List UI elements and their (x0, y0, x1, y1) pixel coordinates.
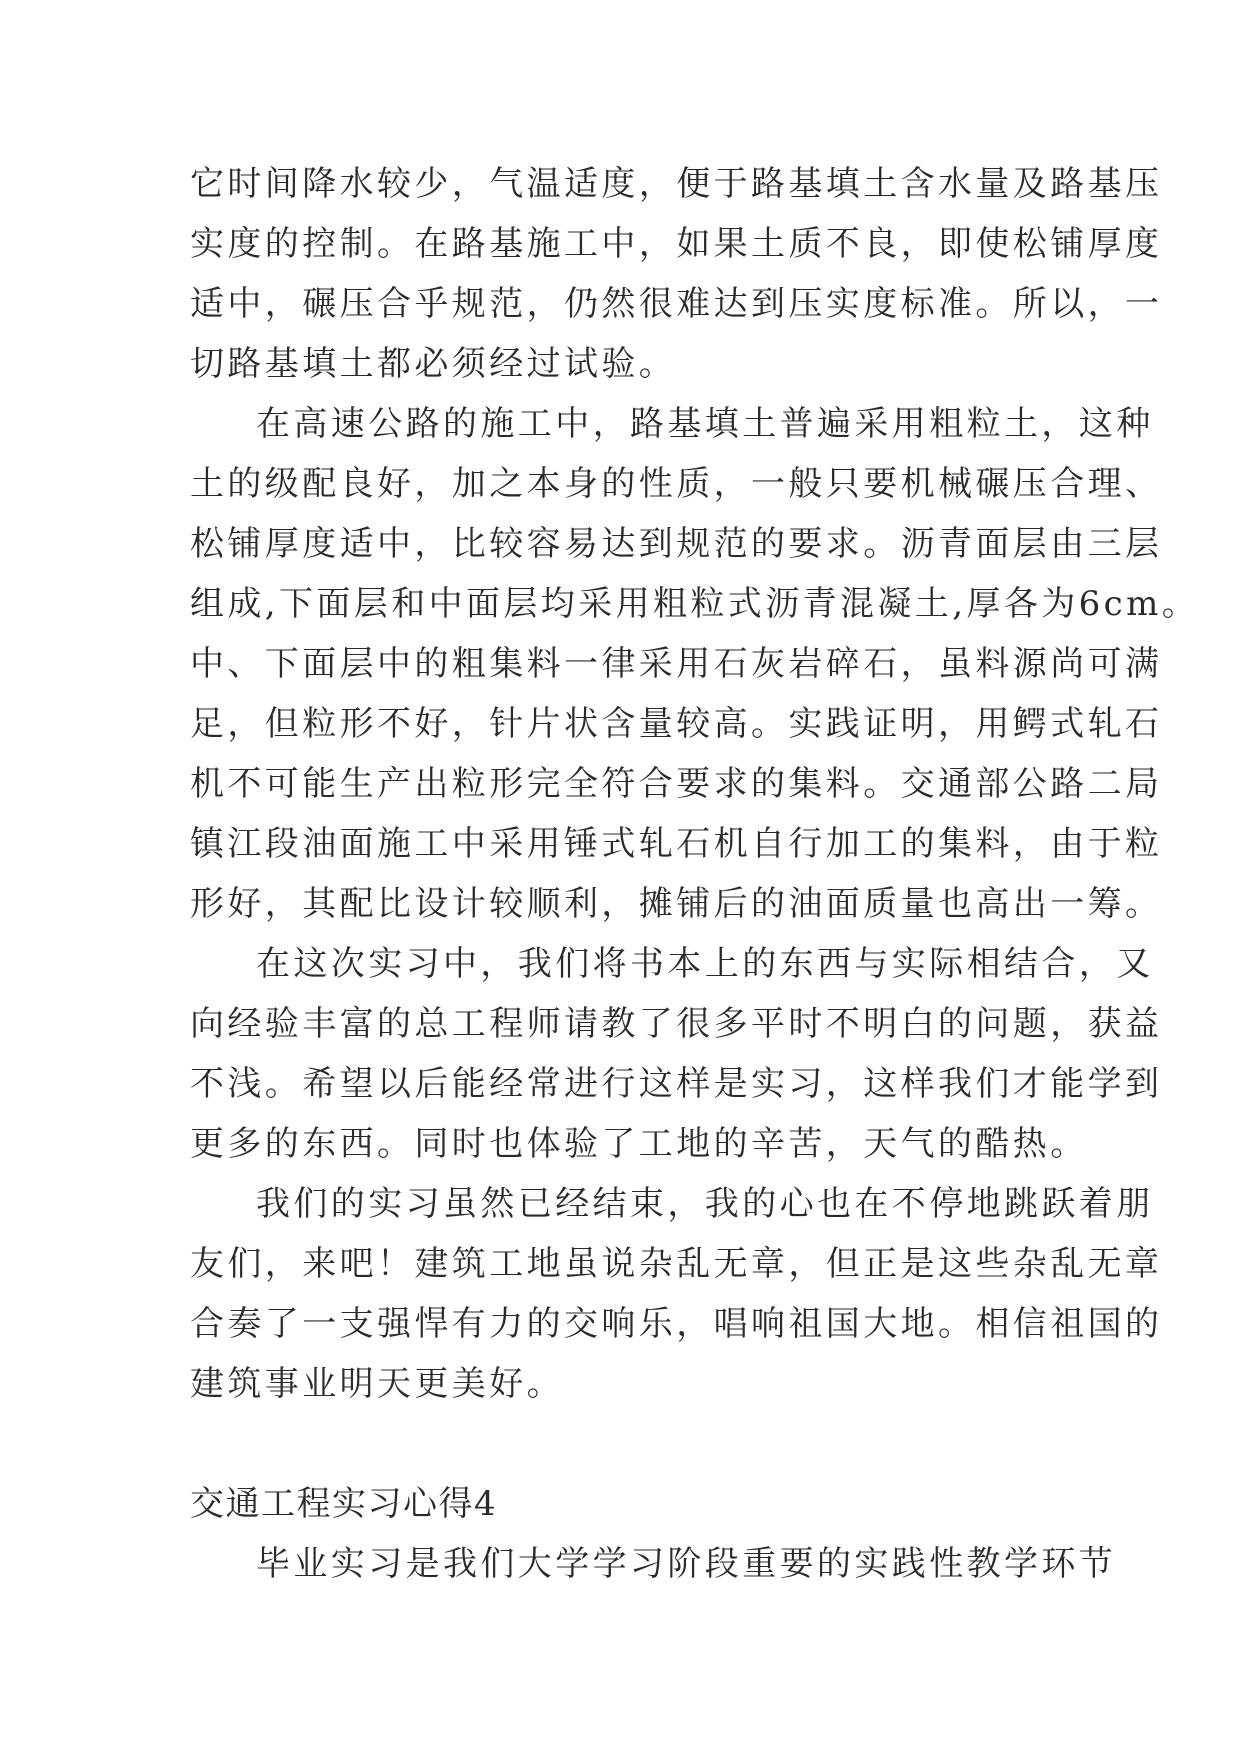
text-line: 它时间降水较少，气温适度，便于路基填土含水量及路基压 (190, 164, 1163, 204)
paragraph-start-line: 我们的实习虽然已经结束，我的心也在不停地跳跃着朋 (256, 1184, 1154, 1224)
text-line: 切路基填土都必须经过试验。 (190, 344, 677, 384)
text-line: 组成,下面层和中面层均采用粗粒式沥青混凝土,厚各为6cm。 (190, 584, 1200, 624)
text-line: 足，但粒形不好，针片状含量较高。实践证明，用鳄式轧石 (190, 704, 1163, 744)
text-line: 友们，来吧！建筑工地虽说杂乱无章，但正是这些杂乱无章 (190, 1244, 1163, 1284)
text-line: 适中，碾压合乎规范，仍然很难达到压实度标准。所以，一 (190, 284, 1163, 324)
text-line: 松铺厚度适中，比较容易达到规范的要求。沥青面层由三层 (190, 524, 1163, 564)
text-line: 机不可能生产出粒形完全符合要求的集料。交通部公路二局 (190, 764, 1163, 804)
text-line: 更多的东西。同时也体验了工地的辛苦，天气的酷热。 (190, 1124, 1088, 1164)
text-line: 实度的控制。在路基施工中，如果土质不良，即使松铺厚度 (190, 224, 1163, 264)
paragraph-start-line: 在这次实习中，我们将书本上的东西与实际相结合，又 (256, 944, 1154, 984)
text-line: 形好，其配比设计较顺利，摊铺后的油面质量也高出一筹。 (190, 884, 1163, 924)
paragraph-start-line: 毕业实习是我们大学学习阶段重要的实践性教学环节 (256, 1544, 1117, 1584)
text-line: 合奏了一支强悍有力的交响乐，唱响祖国大地。相信祖国的 (190, 1304, 1163, 1344)
text-line: 向经验丰富的总工程师请教了很多平时不明白的问题，获益 (190, 1004, 1163, 1044)
text-line: 镇江段油面施工中采用锤式轧石机自行加工的集料，由于粒 (190, 824, 1163, 864)
section-heading: 交通工程实习心得4 (190, 1484, 498, 1524)
text-line: 不浅。希望以后能经常进行这样是实习，这样我们才能学到 (190, 1064, 1163, 1104)
text-line: 建筑事业明天更美好。 (190, 1364, 564, 1404)
text-line: 土的级配良好，加之本身的性质，一般只要机械碾压合理、 (190, 464, 1163, 504)
text-line: 中、下面层中的粗集料一律采用石灰岩碎石，虽料源尚可满 (190, 644, 1163, 684)
paragraph-start-line: 在高速公路的施工中，路基填土普遍采用粗粒土，这种 (256, 404, 1154, 444)
